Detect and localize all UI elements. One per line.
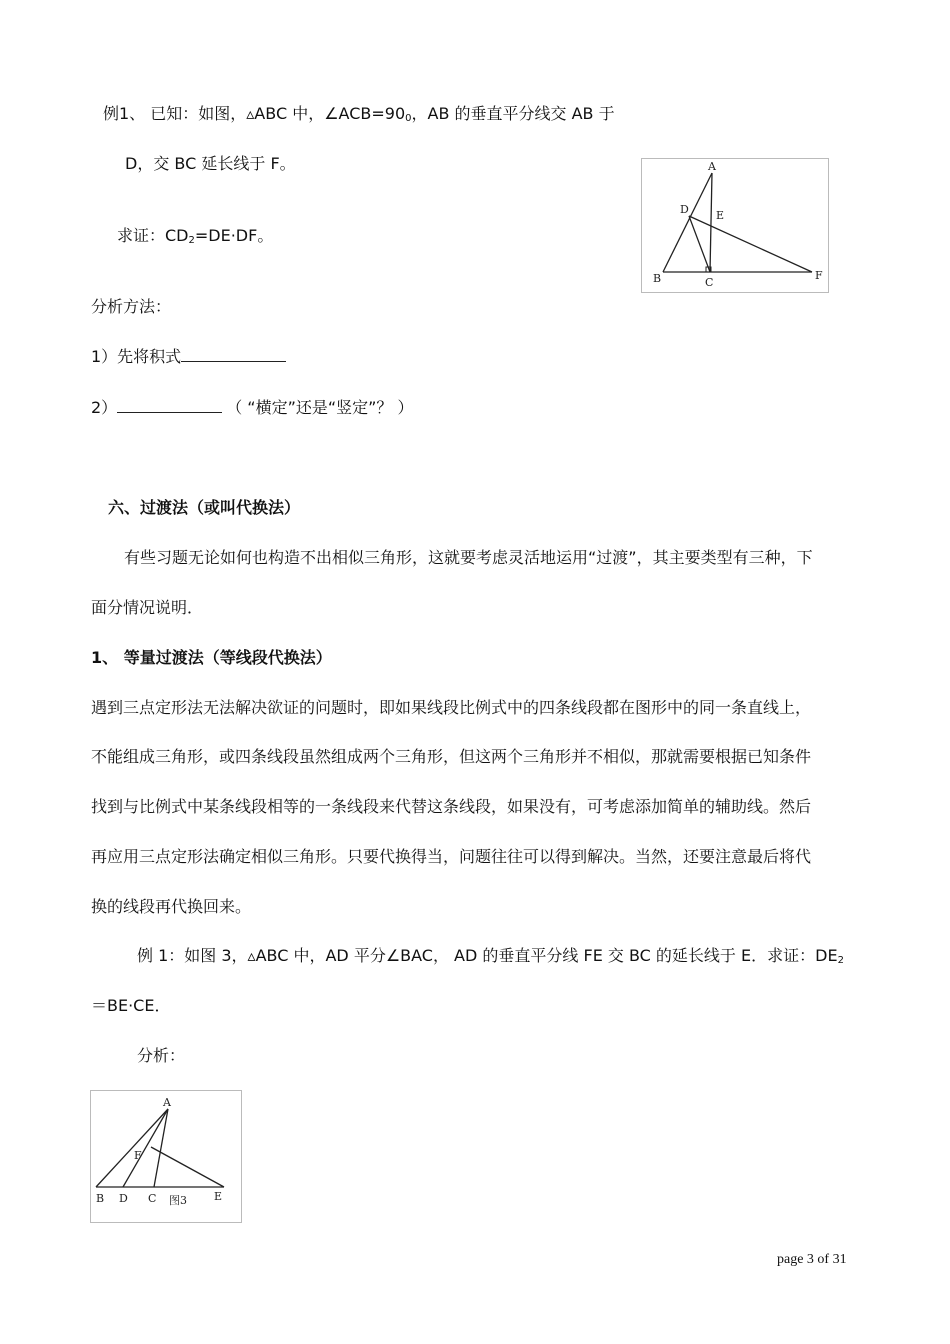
label-f: F bbox=[815, 269, 823, 282]
segment-ac bbox=[710, 173, 712, 272]
label-b: B bbox=[653, 272, 662, 285]
segment-ab bbox=[96, 1109, 168, 1187]
label-e: E bbox=[214, 1190, 223, 1203]
example1-prove-subscript: 2 bbox=[188, 235, 195, 246]
step2-line bbox=[91, 398, 414, 418]
step1-blank bbox=[181, 347, 286, 362]
example1-line2: D，交 BC 延长线于 F。 bbox=[125, 154, 296, 173]
figure-example2 bbox=[90, 1090, 242, 1223]
section6-heading: 六、过渡法（或叫代换法） bbox=[108, 498, 301, 517]
example1-prove-text-end: =DE·DF。 bbox=[194, 226, 274, 245]
example1-prove bbox=[117, 226, 273, 251]
sub1-line-4: 再应用三点定形法确定相似三角形。只要代换得当，问题往往可以得到解决。当然，还要注意最后将代 bbox=[91, 847, 812, 866]
step2-suffix: （ “横定”还是“竖定”？ ） bbox=[226, 398, 414, 417]
example1-line1-subscript: 0 bbox=[405, 113, 412, 124]
label-c: C bbox=[705, 276, 714, 289]
section6-intro-line1: 有些习题无论如何也构造不出相似三角形，这就要考虑灵活地运用“过渡”，其主要类型有三种，下 bbox=[124, 548, 813, 567]
sub1-line-1: 遇到三点定形法无法解决欲证的问题时，即如果线段比例式中的四条线段都在图形中的同一条直线上， bbox=[91, 698, 812, 717]
example1-line1-text: 例1、 已知：如图，▵ABC 中，∠ACB=90 bbox=[103, 104, 406, 123]
figure-example2-svg bbox=[91, 1091, 241, 1222]
label-a: A bbox=[163, 1096, 171, 1109]
step1-line bbox=[91, 347, 286, 367]
sub1-heading: 1、 等量过渡法（等线段代换法） bbox=[91, 648, 332, 667]
label-e: E bbox=[716, 209, 725, 222]
sub1-line-5: 换的线段再代换回来。 bbox=[91, 897, 252, 916]
label-f: F bbox=[134, 1149, 142, 1162]
label-a: A bbox=[708, 160, 716, 173]
label-b: B bbox=[96, 1192, 105, 1205]
label-d: D bbox=[680, 203, 689, 216]
sub1-line-3: 找到与比例式中某条线段相等的一条线段来代替这条线段，如果没有，可考虑添加简单的辅助线。然后 bbox=[91, 797, 812, 816]
figure-example1-svg bbox=[642, 159, 828, 292]
example1-line1-text-end: ，AB 的垂直平分线交 AB 于 bbox=[411, 104, 615, 123]
sub1-line-2: 不能组成三角形，或四条线段虽然组成两个三角形，但这两个三角形并不相似，那就需要根据已知条件 bbox=[91, 747, 812, 766]
example1-prove-text: 求证：CD bbox=[117, 226, 189, 245]
label-d: D bbox=[119, 1192, 128, 1205]
label-c: C bbox=[148, 1192, 157, 1205]
step2-prefix: 2） bbox=[91, 398, 118, 417]
example2-analysis: 分析： bbox=[137, 1046, 186, 1065]
example2-line1-text: 例 1：如图 3，▵ABC 中，AD 平分∠BAC， AD 的垂直平分线 FE 交 BC 的延长线于 E．求证：DE bbox=[137, 946, 838, 965]
step1-text: 1）先将积式 bbox=[91, 347, 182, 366]
section6-intro-line2: 面分情况说明． bbox=[91, 598, 204, 617]
example2-line1-subscript: 2 bbox=[837, 955, 844, 966]
segment-fe bbox=[151, 1147, 224, 1187]
example2-line1 bbox=[137, 946, 844, 971]
example2-line2: ＝BE·CE． bbox=[91, 996, 171, 1015]
analysis-method-label: 分析方法： bbox=[91, 297, 172, 316]
step2-blank bbox=[117, 398, 222, 413]
figure-caption: 图3 bbox=[169, 1194, 187, 1207]
example1-line1 bbox=[103, 104, 615, 129]
figure-example1 bbox=[641, 158, 829, 293]
page-number: page 3 of 31 bbox=[777, 1252, 847, 1267]
